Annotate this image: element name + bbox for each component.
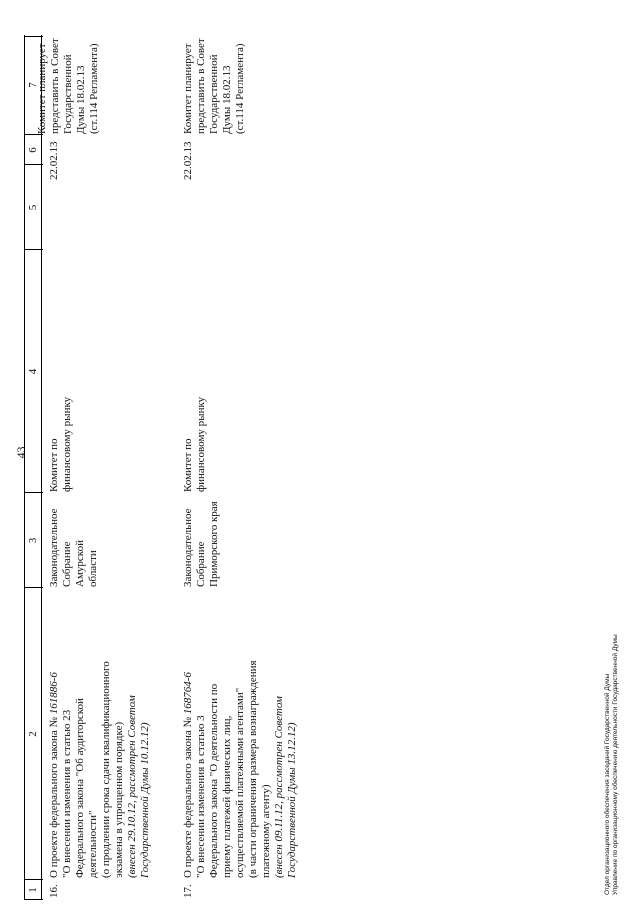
committee-status: Комитет планирует представить в Совет Государственной Думы 18.02.13 (ст.114 Регламента) (36, 38, 100, 134)
column-header-7: 7 (27, 82, 39, 88)
column-header-4: 4 (27, 368, 39, 375)
deadline-date: 22.02.13 (182, 141, 194, 180)
responsible-committee: Комитет по финансовому рынку (182, 396, 207, 492)
bill-title-rest: "О внесении изменения в статью 3 Федерального закона "О деятельности по приему платежей физических лиц, осуществляемой платежными агентами" (в части ограничения размера вознаграждения платежному агенту) (195, 660, 272, 878)
initiator: Законодательное Собрание Приморского края (182, 501, 220, 587)
bill-description (48, 586, 152, 878)
column-header-1: 1 (27, 887, 39, 893)
footer-department: Отдел организационного обеспечения заседаний Государственной Думы (604, 673, 611, 895)
bill-note: (внесен 29.10.12, рассмотрен Советом Государственной Думы 10.12.12) (126, 695, 151, 878)
footer-directorate: Управление по организационному обеспечению деятельности Государственной Думы (612, 634, 619, 895)
page-number: 43 (14, 446, 28, 459)
responsible-committee: Комитет по финансовому рынку (48, 396, 73, 492)
bill-note: (внесен 09.11.12, рассмотрен Советом Государственной Думы 13.12.12) (273, 696, 298, 878)
bills-table (24, 35, 349, 900)
row-number: 16. (48, 884, 60, 898)
row-number: 17. (182, 884, 194, 898)
bill-number: 161886-6 (48, 672, 60, 715)
bill-title-prefix: О проекте федерального закона № (182, 714, 194, 878)
bill-title-rest: "О внесении изменения в статью 23 Федерального закона "Об аудиторской деятельности" (о продлении срока сдачи квалификационного экзамена в упрощенном порядке) (61, 661, 125, 878)
bill-number: 168764-6 (182, 672, 194, 715)
column-header-5: 5 (27, 204, 39, 211)
column-header-2: 2 (27, 731, 39, 737)
column-header-6: 6 (27, 147, 39, 153)
page-footer (604, 375, 620, 895)
committee-status: Комитет планирует представить в Совет Государственной Думы 18.02.13 (ст.114 Регламента) (182, 38, 246, 134)
deadline-date: 22.02.13 (48, 141, 60, 180)
table-header-row (24, 35, 42, 900)
bill-description (182, 586, 299, 878)
initiator: Законодательное Собрание Амурской области (48, 508, 99, 587)
bill-title-prefix: О проекте федерального закона № (48, 714, 60, 878)
column-header-3: 3 (27, 537, 39, 544)
